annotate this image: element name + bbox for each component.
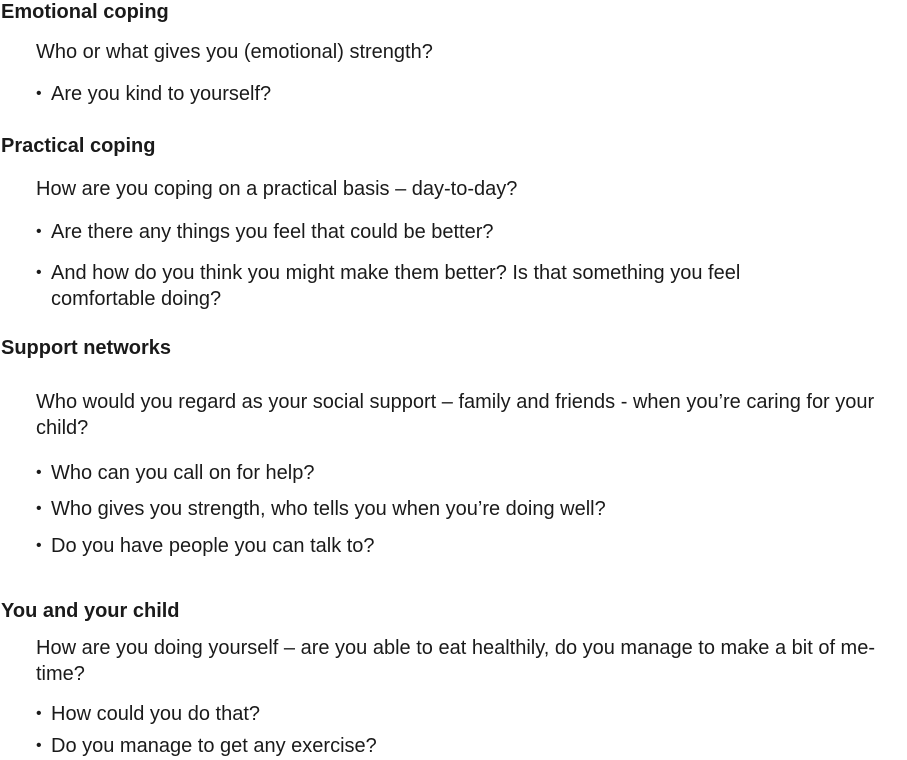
section-intro: How are you doing yourself – are you able to eat healthily, do you manage to make a bit of me-time?	[36, 637, 876, 685]
bullet-item	[36, 496, 836, 522]
section-intro: Who or what gives you (emotional) strength?	[36, 41, 433, 63]
section-heading-you-and-your-child: You and your child	[1, 600, 180, 622]
bullet-text: Who can you call on for help?	[51, 462, 315, 484]
section-intro: Who would you regard as your social support – family and friends - when you’re caring for your child?	[36, 391, 875, 439]
bullet-text: And how do you think you might make them better? Is that something you feel comfortable doing?	[51, 262, 741, 310]
bullet-text: Who gives you strength, who tells you when you’re doing well?	[51, 498, 606, 520]
bullet-item	[36, 533, 836, 559]
bullet-text: Are you kind to yourself?	[51, 83, 272, 105]
bullet-text: Do you manage to get any exercise?	[51, 735, 377, 757]
bullet-item	[36, 219, 836, 245]
section-heading-emotional-coping: Emotional coping	[1, 1, 169, 23]
bullet-text: How could you do that?	[51, 703, 261, 725]
bullet-item	[36, 81, 836, 107]
bullet-dot: •	[36, 737, 42, 754]
bullet-text: Do you have people you can talk to?	[51, 535, 375, 557]
bullet-dot: •	[36, 500, 42, 517]
bullet-dot: •	[36, 464, 42, 481]
section-intro: How are you coping on a practical basis – day-to-day?	[36, 178, 518, 200]
bullet-dot: •	[36, 85, 42, 102]
bullet-text: Are there any things you feel that could be better?	[51, 221, 494, 243]
bullet-dot: •	[36, 264, 42, 281]
bullet-item	[36, 260, 826, 312]
section-heading-support-networks: Support networks	[1, 337, 172, 359]
bullet-dot: •	[36, 223, 42, 240]
bullet-dot: •	[36, 705, 42, 722]
bullet-item	[36, 701, 836, 727]
bullet-item	[36, 460, 836, 486]
section-heading-practical-coping: Practical coping	[1, 135, 156, 157]
bullet-dot: •	[36, 537, 42, 554]
bullet-item	[36, 733, 836, 759]
